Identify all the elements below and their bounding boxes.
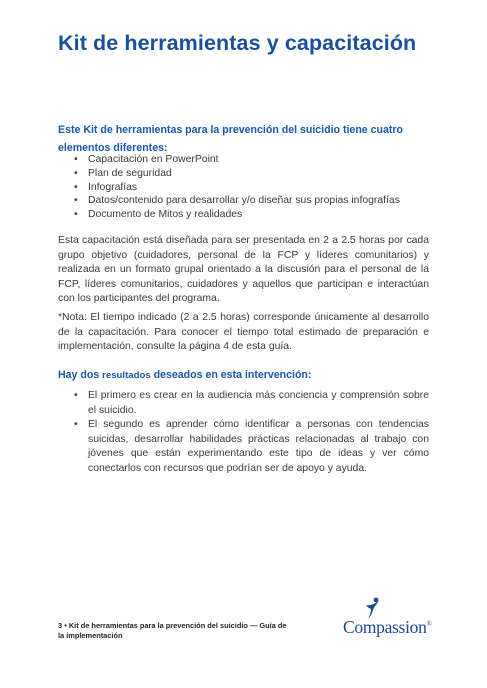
page-title: Kit de herramientas y capacitación — [58, 31, 417, 55]
logo-wordmark: Compassion® — [343, 617, 432, 637]
intro-heading: Este Kit de herramientas para la prevención del suicidio tiene cuatro elementos diferentes: — [58, 124, 403, 154]
outcomes-list — [58, 389, 429, 477]
list-item — [58, 153, 438, 167]
outcomes-heading-part1: Hay dos — [58, 369, 103, 381]
list-item — [58, 389, 429, 418]
list-item — [58, 194, 438, 208]
page-number: 3 — [58, 621, 63, 630]
bullet-icon: • — [74, 195, 78, 207]
elements-list — [58, 153, 438, 222]
bullet-icon: • — [74, 167, 78, 179]
list-item-text: Infografías — [88, 181, 138, 193]
outcomes-heading-part2: resultados — [102, 370, 151, 381]
compassion-logo — [343, 597, 438, 642]
page-footer — [58, 621, 288, 640]
list-item-text: Capacitación en PowerPoint — [88, 154, 219, 165]
bullet-icon: • — [74, 390, 78, 401]
note-paragraph: *Nota: El tiempo indicado (2 a 2.5 horas) corresponde únicamente al desarrollo de la capacitación. Para conocer el tiempo total estimado de preparación e implementación, consulte la página 4 de esta guía. — [58, 312, 429, 353]
bullet-icon: • — [74, 154, 78, 165]
bullet-icon: • — [74, 419, 78, 431]
list-item — [58, 208, 438, 222]
list-item — [58, 167, 438, 181]
outcomes-heading-part3: deseados en esta intervención: — [150, 369, 312, 381]
list-item-text: Documento de Mitos y realidades — [88, 209, 243, 221]
outcomes-heading — [58, 366, 438, 385]
list-item — [58, 181, 438, 195]
list-item — [58, 418, 429, 476]
list-item-text: El primero es crear en la audiencia más conciencia y comprensión sobre el suicidio. — [88, 390, 429, 416]
bullet-icon: • — [74, 181, 78, 193]
list-item-text: Datos/contenido para desarrollar y/o diseñar sus propias infografías — [88, 195, 400, 207]
list-item-text: El segundo es aprender cómo identificar a personas con tendencias suicidas, desarrollar habilidades prácticas relacionadas al trabajo con jóvenes que están experimentando este tipo de ideas y ver cómo conectarlos con recursos que podrían ser de apoyo y ayuda. — [88, 419, 429, 474]
bullet-icon: • — [74, 209, 78, 221]
description-paragraph: Esta capacitación está diseñada para ser presentada en 2 a 2.5 horas por cada grupo objetivo (cuidadores, personal de la FCP y líderes comunitarios) y realizada en un formato grupal orientado a la discusión para el personal de la FCP, líderes comunitarios, cuidadores y aquellos que participan e interactúan con los participantes del programa. — [58, 235, 429, 305]
footer-text: Kit de herramientas para la prevención del suicidio — Guía de la implementación — [58, 621, 287, 640]
footer-separator: • — [64, 621, 67, 630]
list-item-text: Plan de seguridad — [88, 167, 172, 179]
